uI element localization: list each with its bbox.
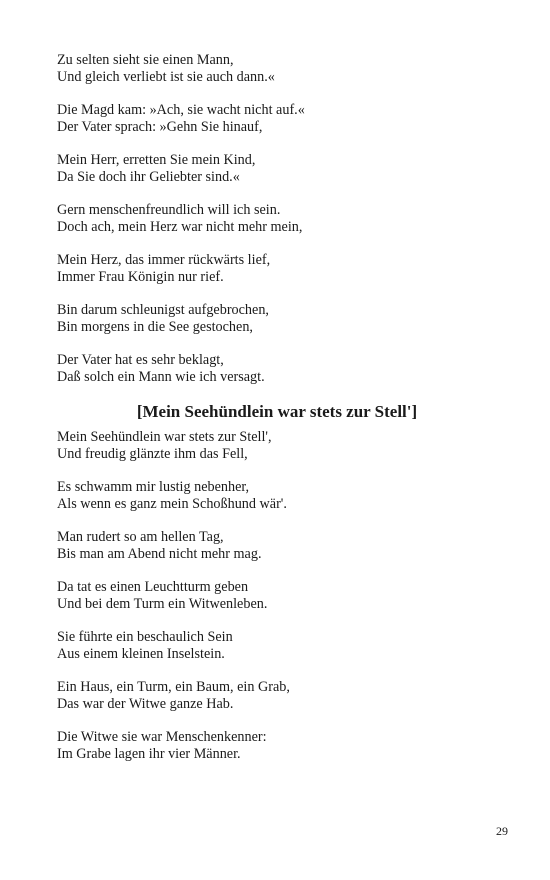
poem-line: Es schwamm mir lustig nebenher, bbox=[57, 479, 250, 495]
poem-line: Daß solch ein Mann wie ich versagt. bbox=[57, 368, 265, 385]
stanza bbox=[57, 252, 497, 285]
stanza bbox=[57, 429, 497, 462]
stanza bbox=[57, 479, 497, 512]
poem-line: Im Grabe lagen ihr vier Männer. bbox=[57, 745, 241, 762]
poem-line: Mein Seehündlein war stets zur Stell', bbox=[57, 429, 272, 445]
stanza bbox=[57, 102, 497, 135]
stanza bbox=[57, 52, 497, 85]
poem-line: Aus einem kleinen Inselstein. bbox=[57, 645, 225, 662]
stanza bbox=[57, 579, 497, 612]
stanza bbox=[57, 729, 497, 762]
poem-section-top bbox=[57, 52, 497, 385]
poem-heading: [Mein Seehündlein war stets zur Stell'] bbox=[136, 402, 418, 421]
stanza bbox=[57, 152, 497, 185]
poem-line: Doch ach, mein Herz war nicht mehr mein, bbox=[57, 218, 303, 235]
stanza bbox=[57, 529, 497, 562]
poem-line: Und bei dem Turm ein Witwenleben. bbox=[57, 595, 268, 612]
poem-line: Zu selten sieht sie einen Mann, bbox=[57, 52, 234, 68]
poem-line: Sie führte ein beschaulich Sein bbox=[57, 629, 233, 645]
poem-line: Gern menschenfreundlich will ich sein. bbox=[57, 202, 281, 218]
poem-line: Bis man am Abend nicht mehr mag. bbox=[57, 545, 262, 562]
page-number: 29 bbox=[496, 824, 508, 838]
stanza bbox=[57, 352, 497, 385]
poem-line: Da tat es einen Leuchtturm geben bbox=[57, 579, 249, 595]
poem-line: Als wenn es ganz mein Schoßhund wär'. bbox=[57, 495, 287, 512]
poem-page bbox=[57, 52, 497, 779]
poem-section-bottom bbox=[57, 429, 497, 762]
poem-line: Ein Haus, ein Turm, ein Baum, ein Grab, bbox=[57, 679, 290, 695]
poem-line: Immer Frau Königin nur rief. bbox=[57, 268, 224, 285]
poem-line: Mein Herr, erretten Sie mein Kind, bbox=[57, 152, 256, 168]
poem-line: Bin darum schleunigst aufgebrochen, bbox=[57, 302, 269, 318]
stanza bbox=[57, 302, 497, 335]
poem-line: Der Vater hat es sehr beklagt, bbox=[57, 352, 224, 368]
poem-line: Da Sie doch ihr Geliebter sind.« bbox=[57, 168, 240, 185]
poem-line: Mein Herz, das immer rückwärts lief, bbox=[57, 252, 271, 268]
poem-line: Die Magd kam: »Ach, sie wacht nicht auf.« bbox=[57, 102, 305, 118]
poem-line: Bin morgens in die See gestochen, bbox=[57, 318, 253, 335]
poem-line: Und freudig glänzte ihm das Fell, bbox=[57, 445, 248, 462]
poem-line: Das war der Witwe ganze Hab. bbox=[57, 695, 234, 712]
stanza bbox=[57, 679, 497, 712]
poem-line: Und gleich verliebt ist sie auch dann.« bbox=[57, 68, 275, 85]
poem-line: Die Witwe sie war Menschenkenner: bbox=[57, 729, 267, 745]
stanza bbox=[57, 202, 497, 235]
poem-line: Man rudert so am hellen Tag, bbox=[57, 529, 224, 545]
poem-line: Der Vater sprach: »Gehn Sie hinauf, bbox=[57, 118, 263, 135]
stanza bbox=[57, 629, 497, 662]
